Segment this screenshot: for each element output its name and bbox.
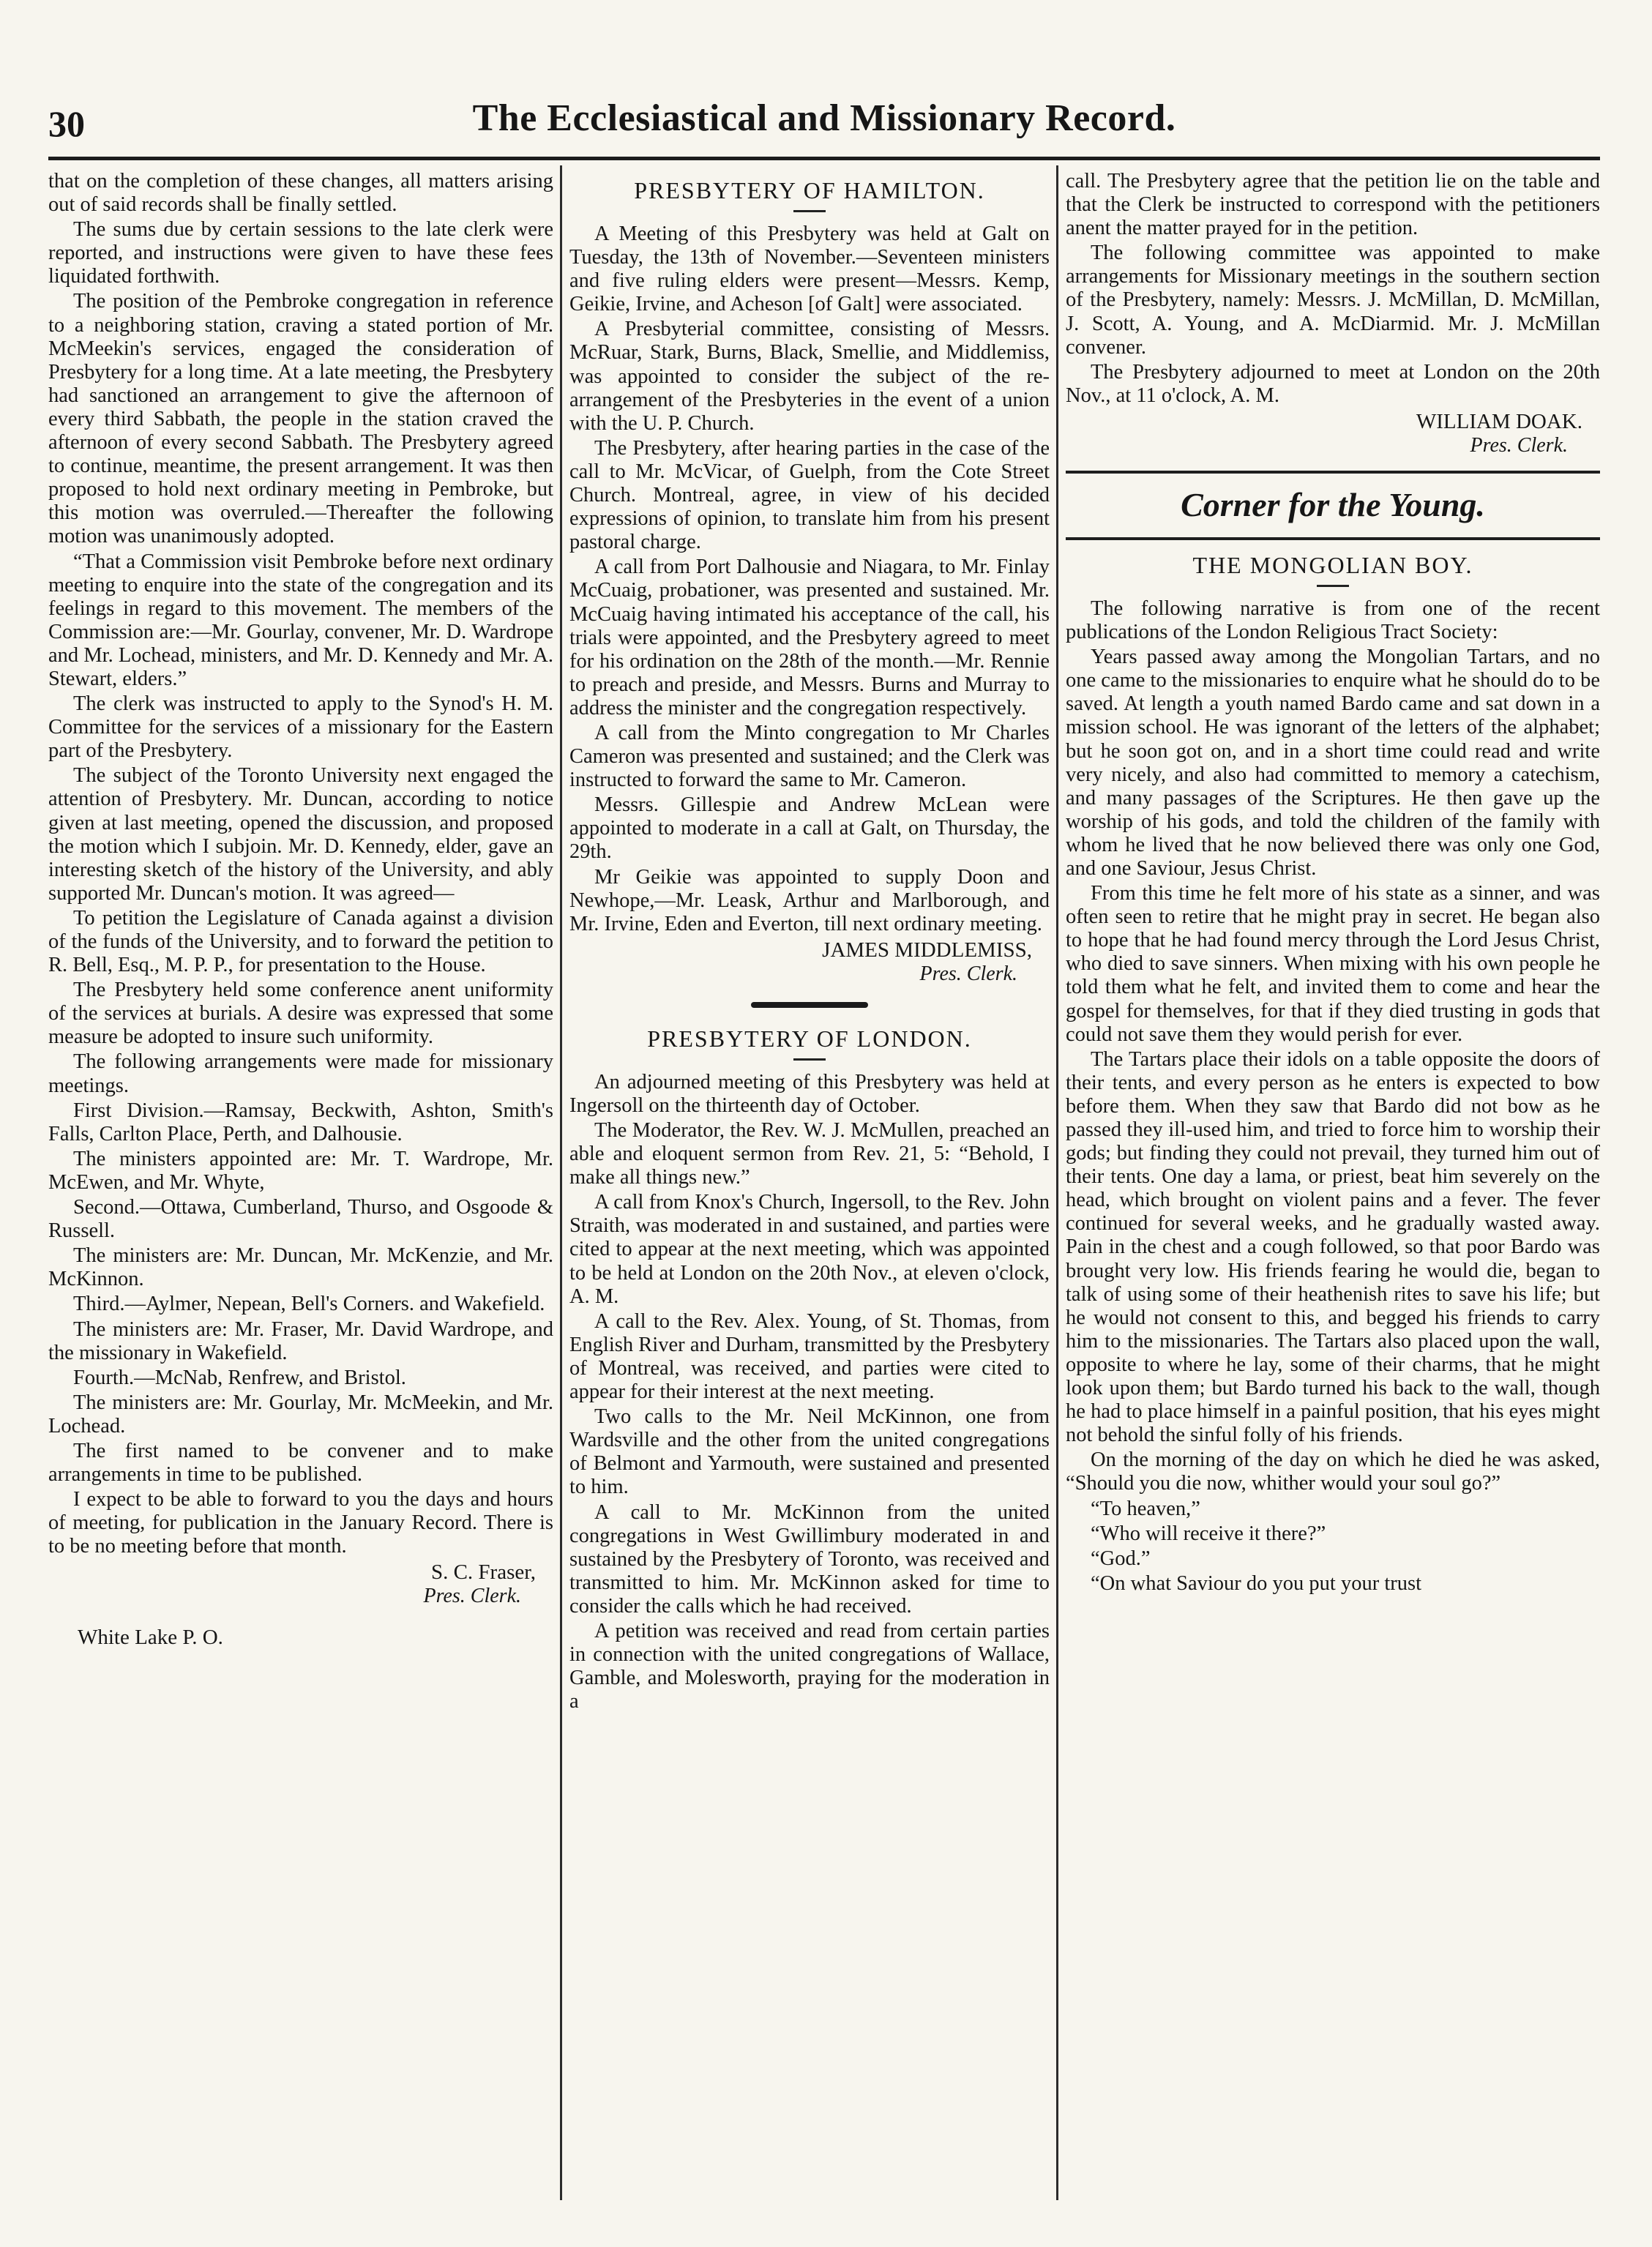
paragraph: The ministers are: Mr. Gourlay, Mr. McMeekin, and Mr. Lochead. (48, 1391, 553, 1437)
quote-line: “God.” (1091, 1547, 1151, 1570)
paragraph: The Tartars place their idols on a table opposite the doors of their tents, and every person as he enters is expected to bow before them. When they saw that Bardo did not bow as he passed they ill-used him, and tried to force him to worship their gods; but finding they could not prevail, they turned him out of their tents. One day a lama, or priest, beat him severely on the head, which brought on violent pains and a fever. The fever continued for several weeks, and he gradually wasted away. Pain in the chest and a cough followed, so that poor Bardo was brought very low. His friends fearing he would die, began to talk of using some of their heathenish rites to save his life; but he would not consent to this, and begged his friends to carry him to the missionaries. The Tartars also placed upon the wall, opposite to where he lay, some of their charms, that he might look upon them; but Bardo turned his back to the wall, though he had to place himself in a painful position, that his eyes might not behold the sinful folly of his friends. (1066, 1047, 1600, 1447)
paragraph: call. The Presbytery agree that the petition lie on the table and that the Clerk be instructed to correspond with the petitioners anent the matter prayed for in the petition. (1066, 170, 1600, 240)
paragraph: On the morning of the day on which he died he was asked, “Should you die now, whither would your soul go?” (1066, 1448, 1600, 1495)
paragraph: A call to the Rev. Alex. Young, of St. Thomas, from English River and Durham, transmitted by the Presbytery of Montreal, was received, and parties were cited to appear for their interest at the next meeting. (569, 1309, 1050, 1404)
paragraph: Two calls to the Mr. Neil McKinnon, one from Wardsville and the other from the united congregations of Belmont and Yarmouth, were sustained and presented to him. (569, 1405, 1050, 1499)
signature-role: Pres. Clerk. (1470, 433, 1568, 457)
quote-line: “To heaven,” (1091, 1497, 1200, 1520)
signature-role: Pres. Clerk. (919, 962, 1017, 985)
paragraph: The position of the Pembroke congregation in reference to a neighboring station, craving a stated portion of Mr. McMeekin's services, engaged the consideration of Presbytery for a long time. At a late meeting, the Presbytery had sanctioned an arrangement to give the afternoon of every third Sabbath, the people in the station craved the afternoon of every second Sabbath. The Presbytery agreed to continue, meantime, the present arrangement. It was then proposed to hold next ordinary meeting in Pembroke, but this motion was overruled.—Thereafter the following motion was unanimously adopted. (48, 290, 553, 548)
page-header (48, 97, 1600, 155)
paragraph: A petition was received and read from certain parties in connection with the united congregations of Wallace, Gamble, and Molesworth, praying for the moderation in a (569, 1619, 1050, 1713)
story-title: THE MONGOLIAN BOY. (1192, 551, 1473, 578)
paragraph: The following committee was appointed to make arrangements for Missionary meetings in the southern section of the Presbytery, namely: Messrs. J. McMillan, D. McMillan, J. Scott, A. Young, and A. McDiarmid. Mr. J. McMillan convener. (1066, 242, 1600, 359)
section-title-london: PRESBYTERY OF LONDON. (647, 1025, 972, 1052)
quote-line: “Who will receive it there?” (1091, 1522, 1326, 1545)
paragraph: Years passed away among the Mongolian Tartars, and no one came to the missionaries to enquire what he should do to be saved. At length a youth named Bardo came and sat down in a mission school. He was ignorant of the letters of the alphabet; but he soon got on, and in a short time could read and write very nicely, and also had committed to memory a catechism, and many passages of the Scriptures. He then gave up the worship of his gods, and told the children of the family with whom he lived that he now believed there was only one God, and one Saviour, Jesus Christ. (1066, 646, 1600, 880)
paragraph: The sums due by certain sessions to the late clerk were reported, and instructions were given to have these fees liquidated forthwith. (48, 218, 553, 288)
address: White Lake P. O. (78, 1626, 223, 1650)
paragraph: The clerk was instructed to apply to the Synod's H. M. Committee for the services of a missionary for the Eastern part of the Presbytery. (48, 692, 553, 763)
signature: JAMES MIDDLEMISS, (822, 938, 1032, 962)
section-dash (1317, 585, 1349, 587)
corner-title: Corner for the Young. (1181, 485, 1485, 523)
section-separator (751, 1002, 868, 1008)
section-title-hamilton: PRESBYTERY OF HAMILTON. (634, 177, 985, 203)
paragraph: The first named to be convener and to make arrangements in time to be published. (48, 1439, 553, 1487)
paragraph: The following narrative is from one of the recent publications of the London Religious Tract Society: (1066, 597, 1600, 644)
paragraph: I expect to be able to forward to you the days and hours of meeting, for publication in the January Record. There is to be no meeting before that month. (48, 1488, 553, 1558)
paragraph: The Presbytery adjourned to meet at London on the 20th Nov., at 11 o'clock, A. M. (1066, 360, 1600, 407)
column-1 (48, 170, 553, 2212)
paragraph: A call from Knox's Church, Ingersoll, to the Rev. John Straith, was moderated in and sustained, and parties were cited to appear at the next meeting, which was appointed to be held at London on the 20th Nov., at eleven o'clock, A. M. (569, 1191, 1050, 1308)
paragraph: The following arrangements were made for missionary meetings. (48, 1050, 553, 1097)
paragraph: Second.—Ottawa, Cumberland, Thurso, and Osgoode & Russell. (48, 1196, 553, 1243)
section-dash (793, 210, 826, 212)
signature: WILLIAM DOAK. (1416, 409, 1582, 433)
section-rule-top (1066, 471, 1600, 474)
section-dash (793, 1058, 826, 1061)
signature-role: Pres. Clerk. (423, 1585, 521, 1608)
paragraph: The Presbytery held some conference anent uniformity of the services at burials. A desire was expressed that some measure be adopted to insure such uniformity. (48, 979, 553, 1049)
signature: S. C. Fraser, (430, 1560, 536, 1585)
paragraph: A call to Mr. McKinnon from the united congregations in West Gwillimbury moderated in and sustained by the Presbytery of Toronto, was received and transmitted to him. Mr. McKinnon asked for time to consider the calls which he had received. (569, 1500, 1050, 1618)
paragraph: From this time he felt more of his state as a sinner, and was often seen to retire that he might pray in secret. He began also to hope that he had found mercy through the Lord Jesus Christ, who died to save sinners. When mixing with his own people he told them what he felt, and invited them to come and hear the gospel for themselves, for that if they died trusting in gods that could not save them they would perish for ever. (1066, 882, 1600, 1046)
paragraph: A call from the Minto congregation to Mr Charles Cameron was presented and sustained; and the Clerk was instructed to forward the same to Mr. Cameron. (569, 721, 1050, 792)
column-3 (1066, 170, 1600, 2212)
column-2 (569, 170, 1050, 2212)
column-divider-2 (1056, 165, 1058, 2200)
paragraph: A Presbyterial committee, consisting of Messrs. McRuar, Stark, Burns, Black, Smellie, and Middlemiss, was appointed to consider the subject of the re-arrangement of the Presbyteries in the event of a union with the U. P. Church. (569, 318, 1050, 435)
paragraph: “That a Commission visit Pembroke before next ordinary meeting to enquire into the state of the congregation and its feelings in regard to this movement. The members of the Commission are:—Mr. Gourlay, convener, Mr. D. Wardrope and Mr. Lochead, ministers, and Mr. D. Kennedy and Mr. A. Stewart, elders.” (48, 550, 553, 690)
page-title: The Ecclesiastical and Missionary Record. (472, 97, 1176, 139)
paragraph: Mr Geikie was appointed to supply Doon and Newhope,—Mr. Leask, Arthur and Marlborough, and Mr. Irvine, Eden and Everton, till next ordinary meeting. (569, 865, 1050, 935)
paragraph: The ministers are: Mr. Fraser, Mr. David Wardrope, and the missionary in Wakefield. (48, 1317, 553, 1364)
paragraph: The subject of the Toronto University next engaged the attention of Presbytery. Mr. Duncan, according to notice given at last meeting, opened the discussion, and proposed the motion which I subjoin. Mr. D. Kennedy, elder, gave an interesting sketch of the history of the University, and ably supported Mr. Duncan's motion. It was agreed— (48, 764, 553, 905)
paragraph: Third.—Aylmer, Nepean, Bell's Corners. and Wakefield. (73, 1293, 545, 1316)
page-number: 30 (48, 103, 85, 144)
section-rule-bottom (1066, 537, 1600, 540)
paragraph: The ministers are: Mr. Duncan, Mr. McKenzie, and Mr. McKinnon. (48, 1244, 553, 1291)
paragraph: The Presbytery, after hearing parties in the case of the call to Mr. McVicar, of Guelph, from the Cote Street Church. Montreal, agree, in view of his decided expressions of opinion, to translate him from his present pastoral charge. (569, 436, 1050, 554)
quote-line: “On what Saviour do you put your trust (1091, 1571, 1421, 1595)
paragraph: To petition the Legislature of Canada against a division of the funds of the University, and to forward the petition to R. Bell, Esq., M. P. P., for presentation to the House. (48, 906, 553, 977)
paragraph: The Moderator, the Rev. W. J. McMullen, preached an able and eloquent sermon from Rev. 21, 5: “Behold, I make all things new.” (569, 1119, 1050, 1189)
paragraph: Messrs. Gillespie and Andrew McLean were appointed to moderate in a call at Galt, on Thursday, the 29th. (569, 793, 1050, 864)
paragraph: A call from Port Dalhousie and Niagara, to Mr. Finlay McCuaig, probationer, was presented and sustained. Mr. McCuaig having intimated his acceptance of the call, his trials were appointed, and the Presbytery agreed to meet for his ordination on the 28th of the month.—Mr. Rennie to preach and preside, and Messrs. Burns and Murray to address the minister and the congregation respectively. (569, 556, 1050, 719)
column-divider-1 (560, 165, 562, 2200)
paragraph: First Division.—Ramsay, Beckwith, Ashton, Smith's Falls, Carlton Place, Perth, and Dalhousie. (48, 1099, 553, 1145)
header-rule (48, 157, 1600, 160)
paragraph: A Meeting of this Presbytery was held at Galt on Tuesday, the 13th of November.—Seventeen ministers and five ruling elders were present—Messrs. Kemp, Geikie, Irvine, and Acheson [of Galt] were associated. (569, 223, 1050, 316)
paragraph: Fourth.—McNab, Renfrew, and Bristol. (73, 1366, 406, 1389)
paragraph: An adjourned meeting of this Presbytery was held at Ingersoll on the thirteenth day of October. (569, 1070, 1050, 1117)
paragraph: The ministers appointed are: Mr. T. Wardrope, Mr. McEwen, and Mr. Whyte, (48, 1147, 553, 1194)
paragraph: that on the completion of these changes, all matters arising out of said records shall be finally settled. (48, 170, 553, 217)
